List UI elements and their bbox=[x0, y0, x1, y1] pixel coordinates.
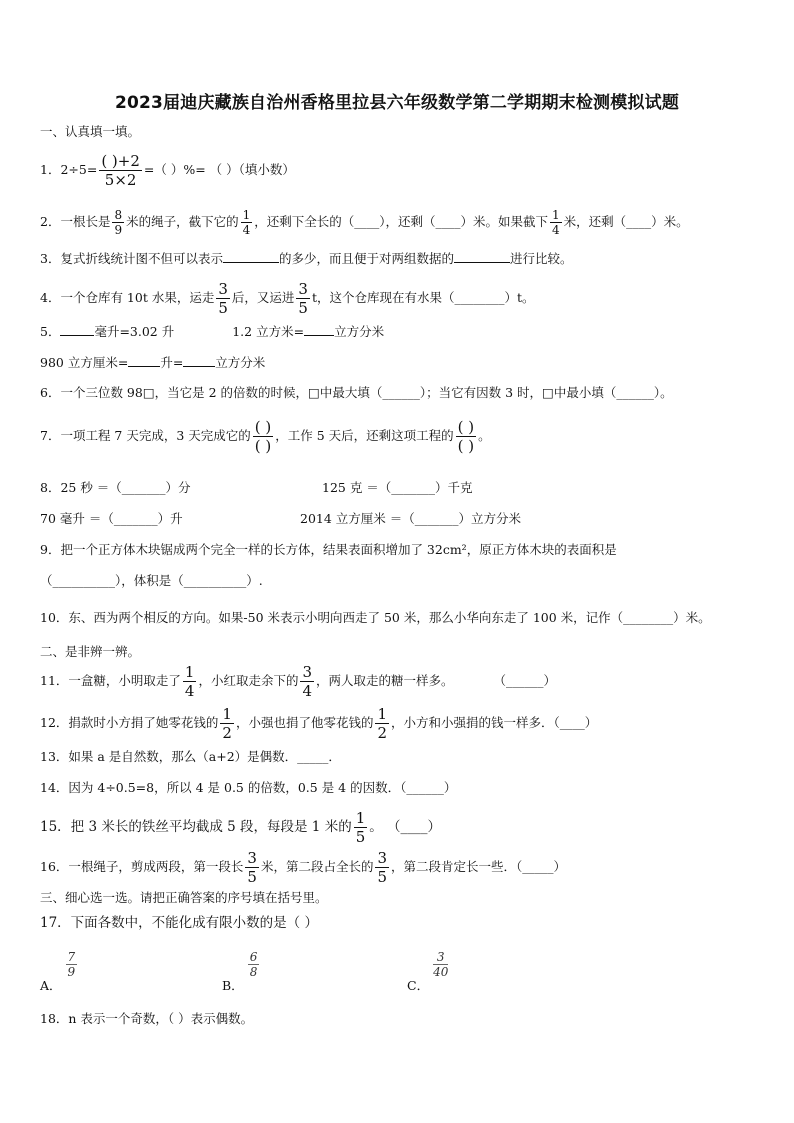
question-10: 10．东、西为两个相反的方向。如果-50 米表示小明向西走了 50 米，那么小华向东走了 100 米，记作（________）米。 bbox=[40, 610, 711, 625]
fraction: $\frac{1}{4}$ bbox=[184, 663, 195, 700]
section-2-heading: 二、是非辨一辨。 bbox=[40, 644, 141, 659]
answer-blank[interactable] bbox=[128, 354, 160, 367]
option-c[interactable]: C． $\frac{3}{40}$ bbox=[407, 950, 449, 993]
question-8-row-1b: 125 克 ＝（_______）千克 bbox=[322, 480, 473, 495]
fraction: $\frac{3}{40}$ bbox=[433, 950, 449, 979]
fraction: $\frac{3}{5}$ bbox=[298, 280, 308, 317]
question-4: 4．一个仓库有 10t 水果，运走 $\frac{3}{5}$ 后，又运进 $\frac{3}{5}$ t，这个仓库现在有水果（________）t。 bbox=[40, 280, 535, 317]
question-9: 9．把一个正方体木块锯成两个完全一样的长方体，结果表面积增加了 32cm²，原正方体木块的表面积是 bbox=[40, 542, 617, 557]
fraction: $\frac{3}{5}$ bbox=[377, 849, 388, 886]
question-12: 12．捐款时小方捐了她零花钱的 $\frac{1}{2}$ ，小强也捐了他零花钱的 $\frac{1}{2}$ ，小方和小强捐的钱一样多．（____） bbox=[40, 705, 598, 742]
question-8-row-1: 8．25 秒 ＝（_______）分 bbox=[40, 480, 191, 495]
fraction: $\frac{( )}{( )}$ bbox=[254, 418, 272, 455]
answer-blank[interactable] bbox=[304, 323, 334, 336]
fraction: $\frac{1}{4}$ bbox=[552, 208, 560, 237]
question-2: 2．一根长是 $\frac{8}{9}$ 米的绳子，截下它的 $\frac{1}{4}$ ，还剩下全长的（____），还剩（____）米。如果截下 $\frac{1}{4}$ 米，还剩（____）米。 bbox=[40, 208, 689, 237]
question-15: 15．把 3 米长的铁丝平均截成 5 段，每段是 1 米的 $\frac{1}{5}$ 。 （____） bbox=[40, 809, 442, 846]
option-b[interactable]: B． $\frac{6}{8}$ bbox=[222, 950, 258, 993]
question-6: 6．一个三位数 98□，当它是 2 的倍数的时候，□中最大填（______）；当它有因数 3 时，□中最小填（______）。 bbox=[40, 385, 673, 400]
question-9-continued: （__________），体积是（__________）. bbox=[40, 573, 263, 588]
fraction: $\frac{7}{9}$ bbox=[67, 950, 76, 979]
option-a[interactable]: A． $\frac{7}{9}$ bbox=[40, 950, 76, 993]
section-3-heading: 三、细心选一选。请把正确答案的序号填在括号里。 bbox=[40, 890, 328, 905]
page-title: 2023届迪庆藏族自治州香格里拉县六年级数学第二学期期末检测模拟试题 bbox=[114, 93, 680, 113]
fraction: $\frac{1}{5}$ bbox=[355, 809, 366, 846]
question-5-continued: 980 立方厘米= 升= 立方分米 bbox=[40, 355, 266, 370]
question-8-row-2b: 2014 立方厘米 ＝（_______）立方分米 bbox=[300, 511, 522, 526]
answer-blank[interactable] bbox=[454, 250, 510, 263]
question-5: 5． 毫升=3.02 升 1.2 立方米= 立方分米 bbox=[40, 324, 385, 339]
fraction: $\frac{8}{9}$ bbox=[114, 208, 123, 237]
fraction: $\frac{( )+2}{5\times 2}$ bbox=[101, 152, 140, 189]
fraction: $\frac{1}{4}$ bbox=[242, 208, 251, 237]
fraction: $\frac{1}{2}$ bbox=[377, 705, 388, 742]
question-14: 14．因为 4÷0.5=8，所以 4 是 0.5 的倍数，0.5 是 4 的因数．（______） bbox=[40, 780, 457, 795]
fraction: $\frac{( )}{( )}$ bbox=[457, 418, 475, 455]
section-1-heading: 一、认真填一填。 bbox=[40, 124, 141, 139]
fraction: $\frac{6}{8}$ bbox=[249, 950, 258, 979]
fraction: $\frac{1}{2}$ bbox=[222, 705, 232, 742]
answer-blank[interactable] bbox=[223, 250, 279, 263]
fraction: $\frac{3}{5}$ bbox=[218, 280, 228, 317]
question-7: 7．一项工程 7 天完成，3 天完成它的 $\frac{( )}{( )}$ ，工作 5 天后，还剩这项工程的 $\frac{( )}{( )}$ 。 bbox=[40, 418, 491, 455]
question-3: 3．复式折线统计图不但可以表示 的多少，而且便于对两组数据的 进行比较。 bbox=[40, 251, 573, 266]
question-13: 13．如果 a 是自然数，那么（a+2）是偶数．_____． bbox=[40, 749, 341, 764]
question-11: 11．一盒糖，小明取走了 $\frac{1}{4}$ ，小红取走余下的 $\frac{3}{4}$ ，两人取走的糖一样多。 （______） bbox=[40, 663, 557, 700]
question-1: 1．2÷5= $\frac{( )+2}{5\times 2}$ =（ ）%= （ ）（填小数） bbox=[40, 152, 295, 189]
fraction: $\frac{3}{5}$ bbox=[247, 849, 257, 886]
question-16: 16．一根绳子，剪成两段，第一段长 $\frac{3}{5}$ 米，第二段占全长的 $\frac{3}{5}$ ，第二段肯定长一些．（_____） bbox=[40, 849, 567, 886]
fraction: $\frac{3}{4}$ bbox=[302, 663, 313, 700]
answer-blank[interactable] bbox=[183, 354, 215, 367]
answer-blank[interactable] bbox=[60, 323, 94, 336]
question-18: 18．n 表示一个奇数，（ ）表示偶数。 bbox=[40, 1011, 254, 1026]
question-8-row-2: 70 毫升 ＝（_______）升 bbox=[40, 511, 183, 526]
question-17: 17．下面各数中，不能化成有限小数的是（ ） bbox=[40, 915, 318, 931]
